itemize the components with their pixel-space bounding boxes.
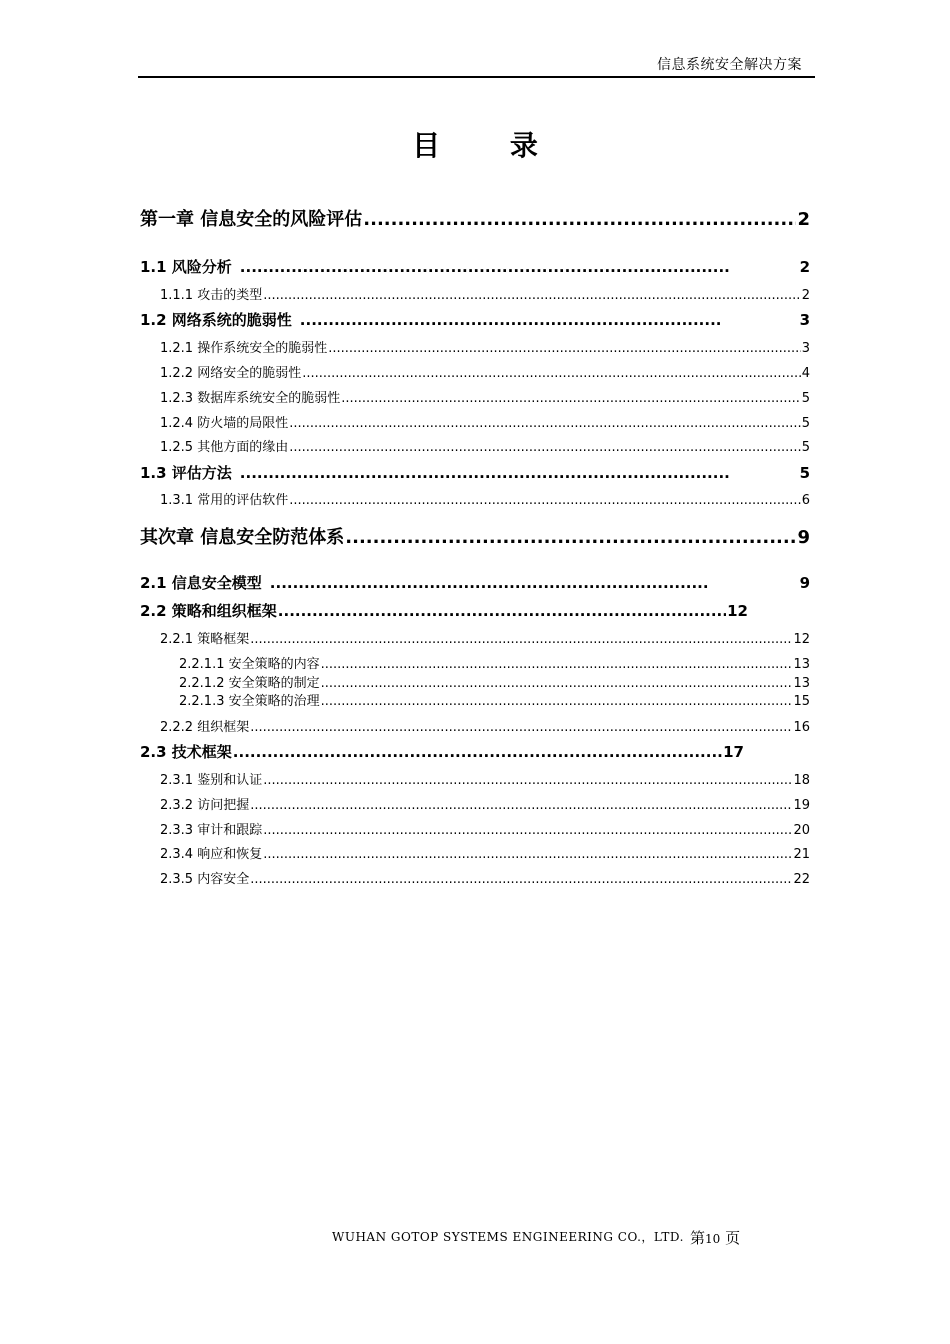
toc-entry-label: 1.3 评估方法: [140, 464, 232, 482]
toc-entry-label: 1.1.1 攻击的类型: [160, 288, 263, 303]
toc-entry-label: 2.2.1 策略框架: [160, 632, 250, 647]
toc-leader: [328, 341, 801, 356]
toc-leader: [289, 493, 801, 508]
header-rule: [138, 76, 815, 78]
toc-entry-page: 5: [801, 391, 810, 406]
toc-entry-label: 2.3.3 审计和跟踪: [160, 823, 263, 838]
toc-entry-label: 1.2.1 操作系统安全的脆弱性: [160, 341, 328, 356]
toc-leader: [263, 288, 801, 303]
toc-entry-label: 1.2.4 防火墙的局限性: [160, 416, 289, 431]
footer-page-number: [690, 1227, 740, 1248]
toc-entry[interactable]: [140, 462, 810, 483]
toc-entry-label: 1.2 网络系统的脆弱性: [140, 311, 292, 329]
toc-entry[interactable]: [160, 819, 810, 838]
toc-entry-page: 16: [793, 720, 810, 735]
toc-leader: [250, 872, 792, 887]
toc-entry-label: 2.2.1.2 安全策略的制定: [179, 676, 320, 691]
toc-entry-page: 17: [723, 743, 744, 761]
toc-entry-label: 2.3 技术框架: [140, 743, 232, 761]
toc-entry-label: 第一章 信息安全的风险评估: [140, 209, 363, 230]
toc-leader: [321, 694, 793, 709]
toc-entry-label: 2.2.2 组织框架: [160, 720, 250, 735]
toc-entry[interactable]: [160, 716, 810, 735]
toc-entry[interactable]: [160, 387, 810, 406]
toc-entry[interactable]: [179, 690, 810, 709]
document-title: 目 录: [412, 129, 568, 162]
toc-entry[interactable]: [160, 436, 810, 455]
toc-entry[interactable]: [160, 284, 810, 303]
toc-entry-label: 2.2 策略和组织框架: [140, 602, 277, 620]
toc-entry-label: 2.2.1.1 安全策略的内容: [179, 657, 320, 672]
toc-entry-label: 2.3.4 响应和恢复: [160, 847, 263, 862]
toc-entry-page: 9: [797, 527, 810, 548]
toc-entry-label: 其次章 信息安全防范体系: [140, 527, 345, 548]
toc-entry-page: 21: [793, 847, 810, 862]
toc-leader: [345, 527, 796, 548]
toc-leader: [240, 464, 730, 482]
toc-entry-label: 1.2.5 其他方面的缘由: [160, 440, 289, 455]
toc-entry-label: 1.1 风险分析: [140, 258, 232, 276]
toc-entry-page: 2: [799, 258, 810, 276]
toc-leader: [263, 823, 792, 838]
toc-entry-page: 6: [801, 493, 810, 508]
toc-entry-label: 2.3.2 访问把握: [160, 798, 250, 813]
toc-entry[interactable]: [140, 600, 748, 621]
footer-page-suffix: 页: [725, 1229, 741, 1247]
toc-entry-page: 13: [793, 657, 810, 672]
toc-entry[interactable]: [160, 489, 810, 508]
toc-entry[interactable]: [140, 741, 744, 762]
toc-leader: [289, 440, 801, 455]
toc-leader: [300, 311, 720, 329]
toc-entry[interactable]: [160, 843, 810, 862]
toc-entry[interactable]: [160, 337, 810, 356]
toc-entry[interactable]: [160, 794, 810, 813]
toc-entry[interactable]: [160, 628, 810, 647]
toc-entry-page: 5: [799, 464, 810, 482]
toc-leader: [341, 391, 801, 406]
footer-page-value: 10: [705, 1232, 721, 1246]
toc-leader: [363, 209, 796, 230]
toc-leader: [321, 676, 793, 691]
toc-leader: [302, 366, 801, 381]
toc-entry-page: 15: [793, 694, 810, 709]
toc-entry-page: 12: [727, 602, 748, 620]
toc-entry-page: 18: [793, 773, 810, 788]
toc-leader: [289, 416, 801, 431]
footer-company: WUHAN GOTOP SYSTEMS ENGINEERING CO.，LTD.: [332, 1230, 684, 1244]
toc-leader: [263, 847, 792, 862]
toc-entry[interactable]: [160, 412, 810, 431]
toc-leader: [250, 632, 792, 647]
toc-entry-page: 9: [799, 574, 810, 592]
toc-entry-page: 13: [793, 676, 810, 691]
toc-entry[interactable]: [140, 256, 810, 277]
running-header: 信息系统安全解决方案: [657, 57, 802, 73]
toc-entry[interactable]: [160, 769, 810, 788]
toc-entry-page: 2: [797, 209, 810, 230]
toc-entry-label: 1.2.3 数据库系统安全的脆弱性: [160, 391, 341, 406]
toc-entry-page: 3: [801, 341, 810, 356]
toc-entry-page: 5: [801, 416, 810, 431]
toc-entry[interactable]: [160, 868, 810, 887]
toc-entry-label: 2.3.5 内容安全: [160, 872, 250, 887]
toc-leader: [278, 602, 726, 620]
toc-leader: [233, 743, 722, 761]
toc-entry-page: 2: [801, 288, 810, 303]
toc-leader: [321, 657, 793, 672]
toc-entry-page: 12: [793, 632, 810, 647]
toc-entry-page: 22: [793, 872, 810, 887]
toc-entry[interactable]: [179, 672, 810, 691]
toc-entry-page: 4: [801, 366, 810, 381]
toc-entry-page: 19: [793, 798, 810, 813]
toc-entry[interactable]: [179, 653, 810, 672]
toc-entry[interactable]: [140, 309, 810, 330]
toc-entry-label: 1.2.2 网络安全的脆弱性: [160, 366, 302, 381]
toc-entry[interactable]: [160, 362, 810, 381]
toc-leader: [250, 720, 792, 735]
toc-entry-label: 2.3.1 鉴别和认证: [160, 773, 263, 788]
toc-entry-label: 2.2.1.3 安全策略的治理: [179, 694, 320, 709]
toc-entry-label: 2.1 信息安全模型: [140, 574, 262, 592]
toc-entry-page: 3: [799, 311, 810, 329]
toc-leader: [263, 773, 792, 788]
toc-leader: [240, 258, 730, 276]
toc-entry-page: 5: [801, 440, 810, 455]
toc-entry[interactable]: [140, 572, 810, 593]
toc-entry[interactable]: [140, 205, 810, 231]
toc-entry[interactable]: [140, 523, 810, 549]
toc-leader: [250, 798, 792, 813]
toc-entry-page: 20: [793, 823, 810, 838]
footer-page-prefix: 第: [690, 1229, 706, 1247]
toc-leader: [270, 574, 710, 592]
toc-entry-label: 1.3.1 常用的评估软件: [160, 493, 289, 508]
